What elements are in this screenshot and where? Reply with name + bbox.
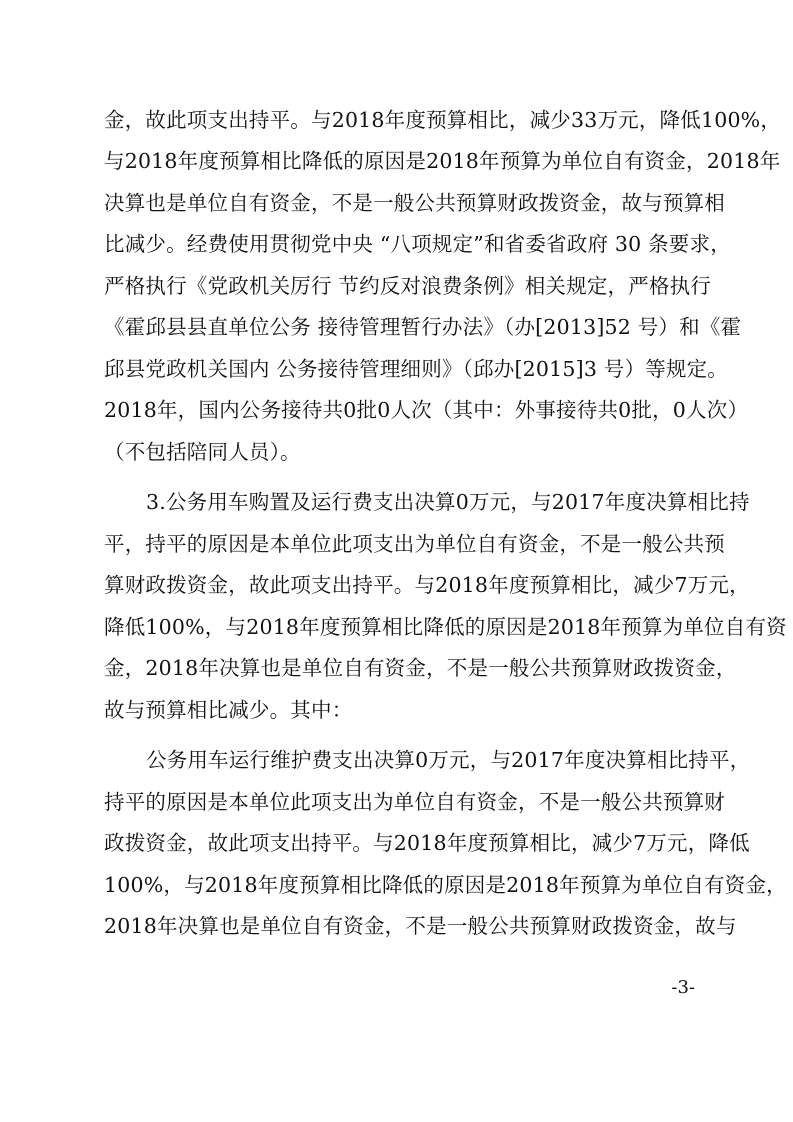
text-line: 公务用车运行维护费支出决算0万元，与2017年度决算相比持平， bbox=[146, 748, 751, 772]
text-line: 金，2018年决算也是单位自有资金，不是一般公共预算财政拨资金， bbox=[104, 656, 737, 680]
text-line: 金，故此项支出持平。与2018年度预算相比，减少33万元，降低100%， bbox=[104, 108, 782, 132]
text-line: 决算也是单位自有资金，不是一般公共预算财政拨资金，故与预算相 bbox=[104, 191, 725, 215]
text-line: 平，持平的原因是本单位此项支出为单位自有资金，不是一般公共预 bbox=[104, 532, 725, 556]
text-line: 持平的原因是本单位此项支出为单位自有资金，不是一般公共预算财 bbox=[104, 790, 725, 814]
text-line: 算财政拨资金，故此项支出持平。与2018年度预算相比，减少7万元， bbox=[104, 573, 750, 597]
text-line: 降低100%，与2018年度预算相比降低的原因是2018年预算为单位自有资 bbox=[104, 615, 787, 639]
text-line: 《霍邱县县直单位公务 接待管理暂行办法》（办[2013]52 号）和《霍 bbox=[104, 315, 742, 339]
text-line: 2018年决算也是单位自有资金，不是一般公共预算财政拨资金，故与 bbox=[104, 914, 737, 938]
text-line: 3.公务用车购置及运行费支出决算0万元，与2017年度决算相比持 bbox=[146, 490, 750, 514]
text-line: 邱县党政机关国内 公务接待管理细则》（邱办[2015]3 号）等规定。 bbox=[104, 357, 728, 381]
text-line: 100%，与2018年度预算相比降低的原因是2018年预算为单位自有资金， bbox=[104, 873, 787, 897]
text-line: 严格执行《党政机关厉行 节约反对浪费条例》相关规定，严格执行 bbox=[104, 274, 712, 298]
text-line: 比减少。经费使用贯彻党中央 “八项规定”和省委省政府 30 条要求， bbox=[104, 232, 731, 256]
text-line: 政拨资金，故此项支出持平。与2018年度预算相比，减少7万元，降低 bbox=[104, 831, 750, 855]
text-line: 2018年，国内公务接待共0批0人次（其中：外事接待共0批，0人次） bbox=[104, 398, 749, 422]
text-line: （不包括陪同人员）。 bbox=[104, 440, 301, 464]
text-line: 故与预算相比减少。其中： bbox=[104, 698, 353, 722]
page-number: -3- bbox=[671, 977, 695, 998]
text-line: 与2018年度预算相比降低的原因是2018年预算为单位自有资金，2018年 bbox=[104, 149, 781, 173]
